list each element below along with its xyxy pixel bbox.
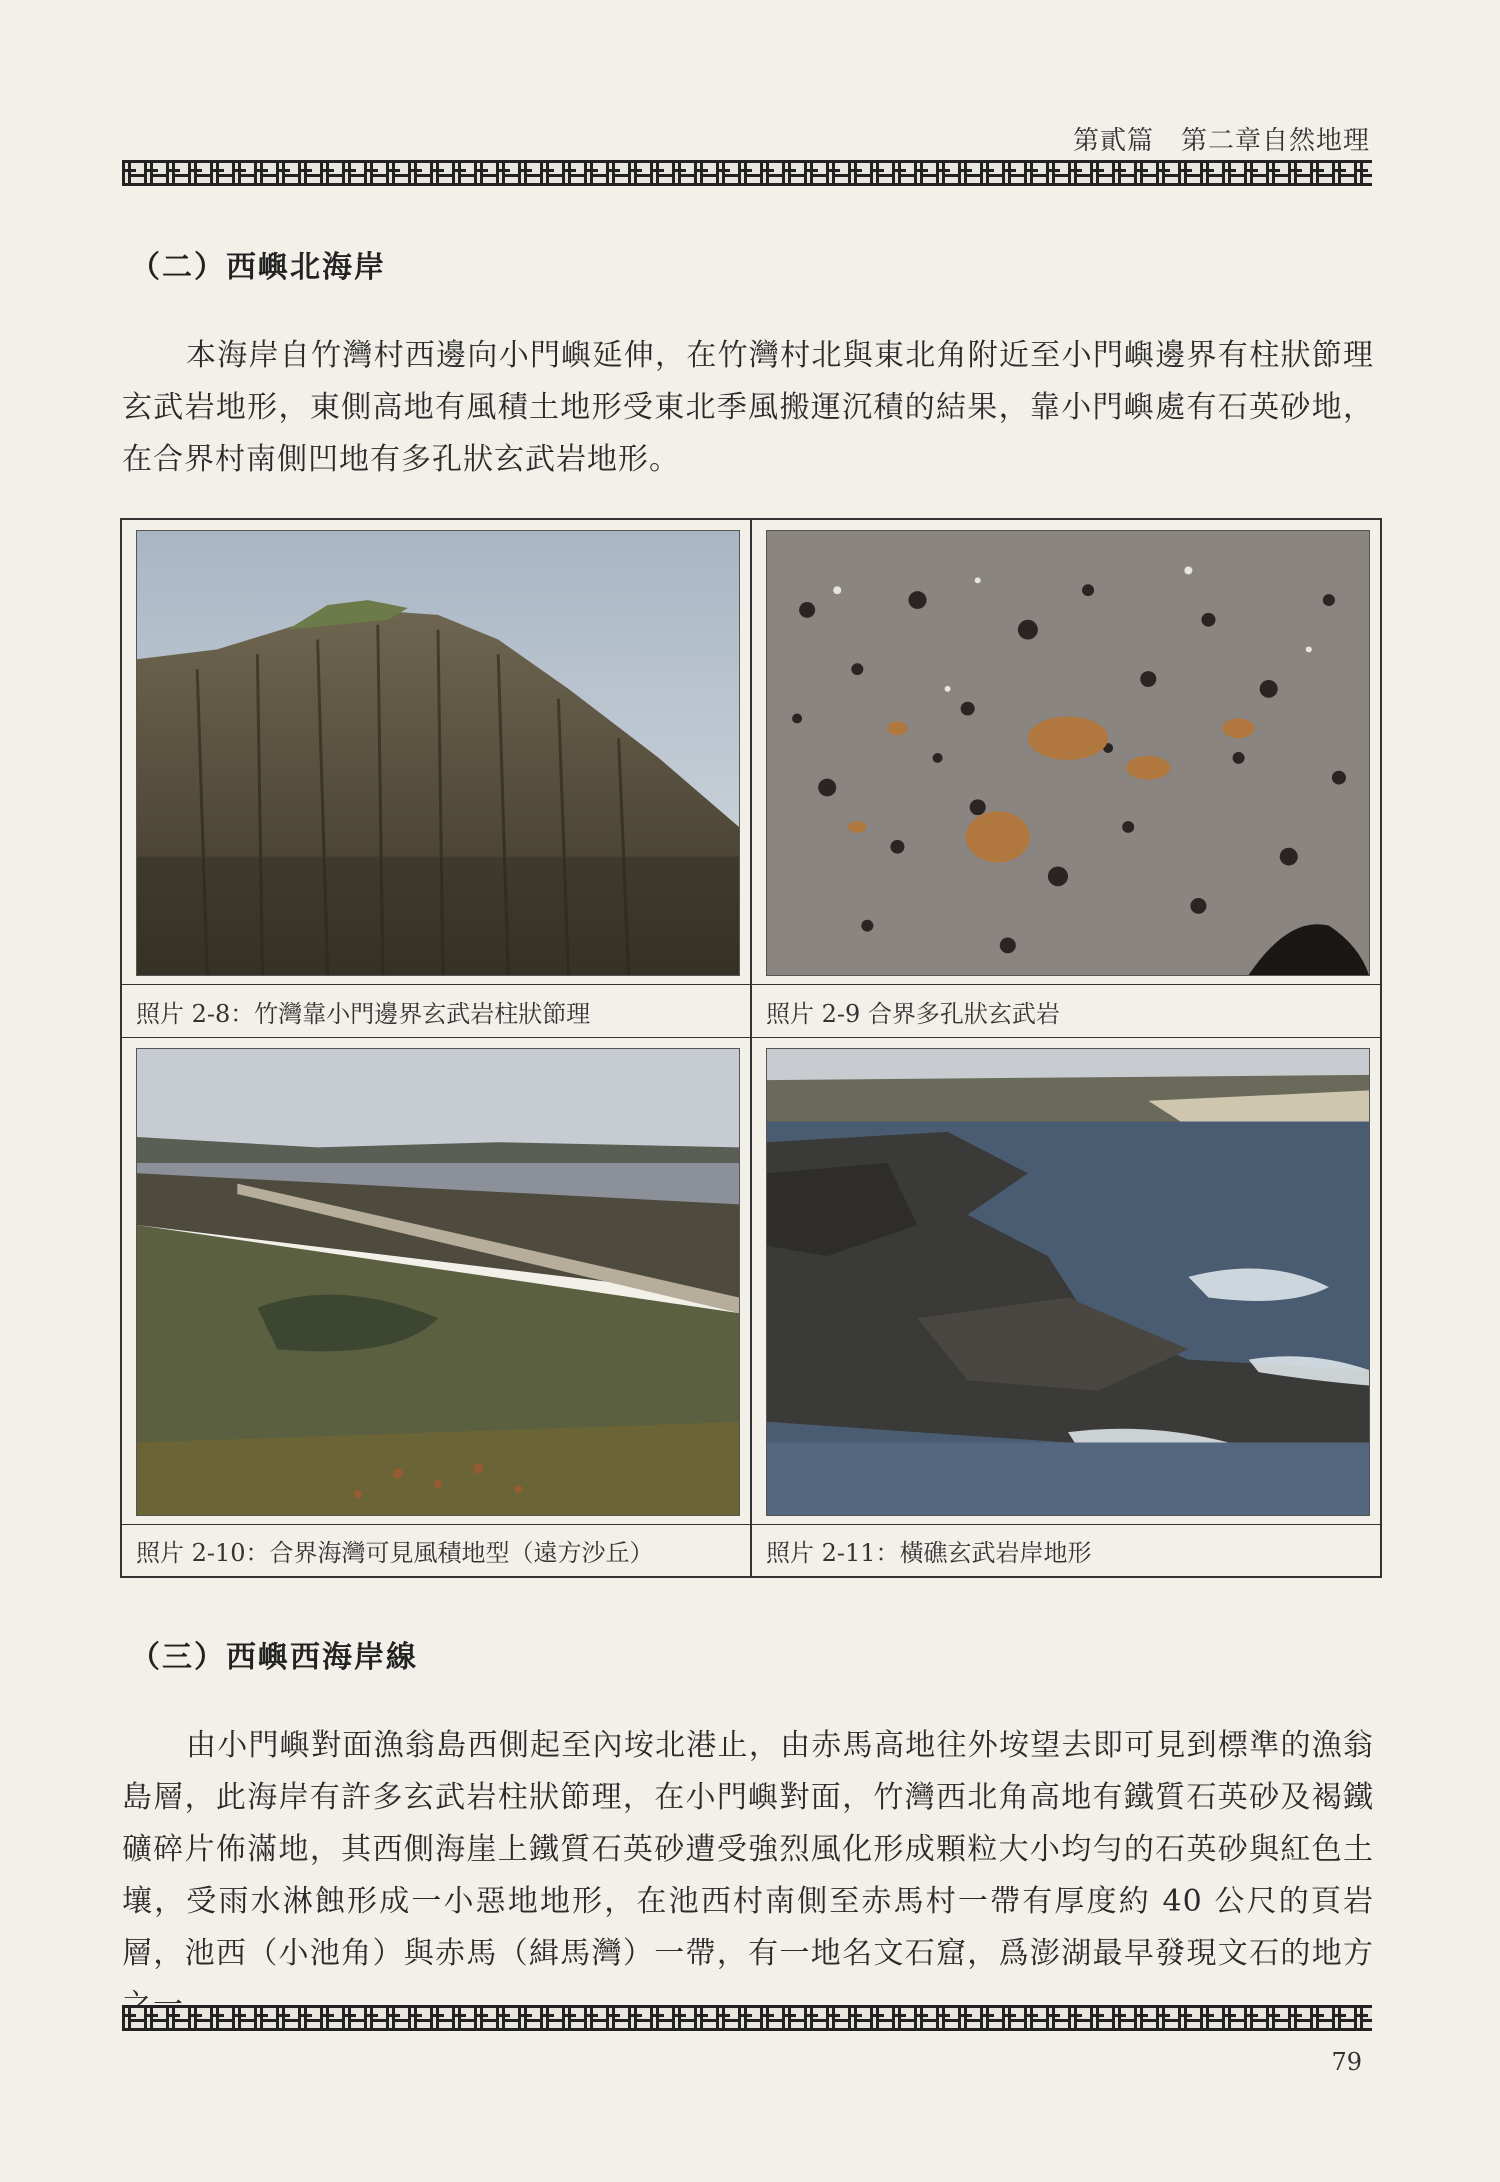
photo-grid (120, 518, 1382, 1578)
photo-caption: 照片 2-11：橫礁玄武岩岸地形 (766, 1539, 1092, 1567)
basalt-cliff-photo (136, 530, 740, 976)
photo-caption: 照片 2-10：合界海灣可見風積地型（遠方沙丘） (136, 1539, 654, 1567)
decorative-border-top (122, 160, 1372, 186)
photo-cell (750, 520, 1380, 984)
page-number: 79 (1331, 2048, 1362, 2076)
section-heading: （二）西嶼北海岸 (130, 250, 386, 285)
bay-dunes-photo (136, 1048, 740, 1516)
photo-cell (122, 1038, 750, 1524)
photo-cell (750, 1038, 1380, 1524)
section-paragraph: 由小門嶼對面漁翁島西側起至內垵北港止，由赤馬高地往外垵望去即可見到標準的漁翁島層，此海岸有許多玄武岩柱狀節理，在小門嶼對面，竹灣西北角高地有鐵質石英砂及褐鐵礦碎片佈滿地，其西側海崖上鐵質石英砂遭受強烈風化形成顆粒大小均勻的石英砂與紅色土壤，受雨水淋蝕形成一小惡地地形，在池西村南側至赤馬村一帶有厚度約 40 公尺的頁岩層，池西（小池角）與赤馬（緝馬灣）一帶，有一地名文石窟，爲澎湖最早發現文石的地方 (122, 1728, 1374, 1971)
photo-caption-cell (122, 984, 750, 1038)
photo-caption: 照片 2-9 合界多孔狀玄武岩 (766, 999, 1060, 1028)
section-paragraph: 本海岸自竹灣村西邊向小門嶼延伸，在竹灣村北與東北角附近至小門嶼邊界有柱狀節理玄武岩地形，東側高地有風積土地形受東北季風搬運沉積的結果，靠小門嶼處有石英砂地，在合界村南側凹地有多孔狀玄武岩地形。 (122, 338, 1374, 477)
photo-caption-cell (750, 984, 1380, 1038)
photo-caption-cell (122, 1524, 750, 1576)
photo-caption: 照片 2-8：竹灣靠小門邊界玄武岩柱狀節理 (136, 999, 591, 1028)
porous-basalt-photo (766, 530, 1370, 976)
section-heading: （三）西嶼西海岸線 (130, 1640, 418, 1675)
decorative-border-bottom (122, 2005, 1372, 2031)
basalt-coastline-photo (766, 1048, 1370, 1516)
photo-caption-cell (750, 1524, 1380, 1576)
photo-cell (122, 520, 750, 984)
running-header: 第貳篇 第二章自然地理 (1072, 126, 1370, 156)
